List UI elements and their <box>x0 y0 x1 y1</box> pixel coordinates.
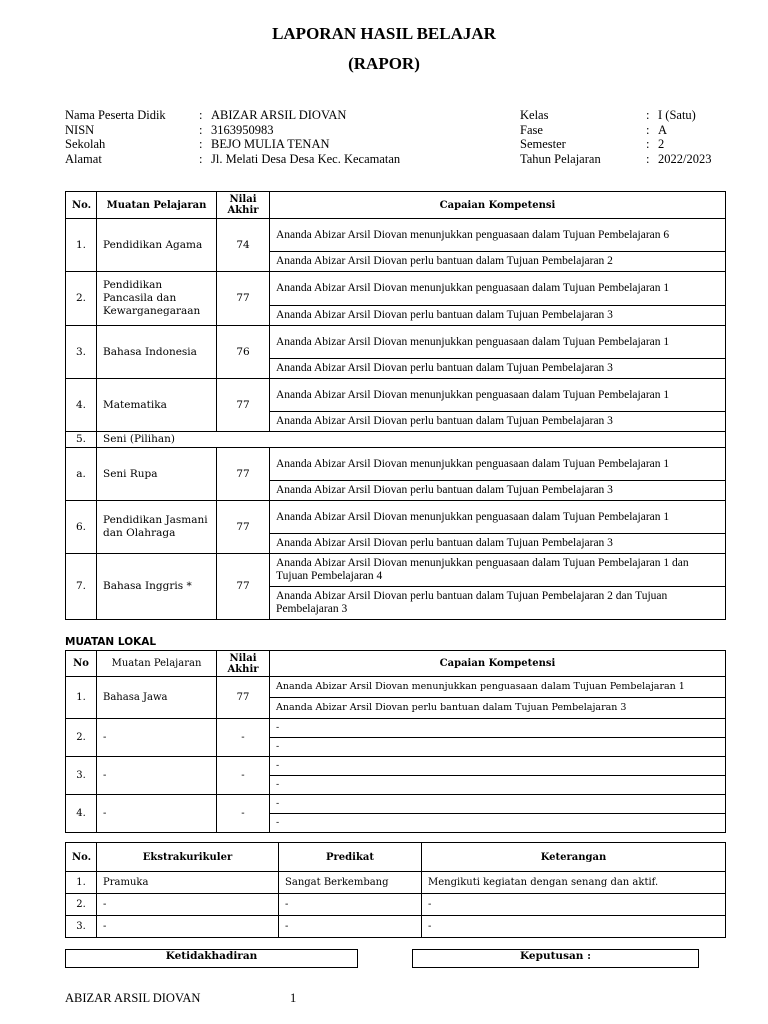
info-value: BEJO MULIA TENAN <box>211 137 330 151</box>
col-header-no: No. <box>66 843 97 872</box>
competency-needs-help: Ananda Abizar Arsil Diovan perlu bantuan dalam Tujuan Pembelajaran 3 <box>270 412 726 432</box>
row-score: 77 <box>217 272 270 326</box>
row-score: 77 <box>217 501 270 554</box>
col-header-activity: Ekstrakurikuler <box>97 843 279 872</box>
row-subject: Bahasa Inggris * <box>97 554 217 620</box>
info-label: Fase <box>520 122 543 137</box>
competency-needs-help: - <box>270 776 726 795</box>
info-value: I (Satu) <box>658 108 696 122</box>
info-label: Semester <box>520 137 566 151</box>
footer-page-number: 1 <box>290 991 297 1005</box>
col-header-note: Keterangan <box>422 843 726 872</box>
competency-mastery: Ananda Abizar Arsil Diovan menunjukkan penguasaan dalam Tujuan Pembelajaran 1 dan Tujuan Pembelajaran 4 <box>270 554 726 587</box>
row-score: - <box>217 719 270 757</box>
activity-note: - <box>422 916 726 938</box>
competency-needs-help: Ananda Abizar Arsil Diovan perlu bantuan dalam Tujuan Pembelajaran 3 <box>270 306 726 326</box>
decision-box: Keputusan : <box>412 949 699 968</box>
row-score: 77 <box>217 677 270 719</box>
row-no: 2. <box>66 719 97 757</box>
info-label: Kelas <box>520 108 549 122</box>
row-subject: Matematika <box>97 379 217 432</box>
row-score: 74 <box>217 219 270 272</box>
row-no: 6. <box>66 501 97 554</box>
col-header-no: No. <box>66 192 97 219</box>
row-no: 4. <box>66 379 97 432</box>
info-label: Sekolah <box>65 137 106 151</box>
row-subject: Bahasa Jawa <box>97 677 217 719</box>
col-header-score: Nilai Akhir <box>217 651 270 677</box>
info-value: 3163950983 <box>211 122 274 137</box>
row-no: 3. <box>66 326 97 379</box>
activity-predicate: - <box>279 916 422 938</box>
grades-table <box>65 191 726 620</box>
competency-mastery: - <box>270 757 726 776</box>
info-value: ABIZAR ARSIL DIOVAN <box>211 108 347 122</box>
row-subject: Seni Rupa <box>97 448 217 501</box>
col-header-predicate: Predikat <box>279 843 422 872</box>
row-no: 3. <box>66 757 97 795</box>
extracurricular-table <box>65 842 726 938</box>
row-subject: Pendidikan Pancasila dan Kewarganegaraan <box>97 272 217 326</box>
footer-student-name: ABIZAR ARSIL DIOVAN <box>65 991 201 1005</box>
info-label: Alamat <box>65 151 102 166</box>
info-value: 2022/2023 <box>658 151 712 166</box>
row-score: 76 <box>217 326 270 379</box>
row-subject: Pendidikan Agama <box>97 219 217 272</box>
competency-mastery: Ananda Abizar Arsil Diovan menunjukkan penguasaan dalam Tujuan Pembelajaran 1 <box>270 448 726 481</box>
group-no: 5. <box>66 432 97 448</box>
competency-needs-help: - <box>270 814 726 833</box>
row-no: a. <box>66 448 97 501</box>
report-subtitle: (RAPOR) <box>348 54 420 73</box>
row-score: 77 <box>217 448 270 501</box>
competency-mastery: Ananda Abizar Arsil Diovan menunjukkan penguasaan dalam Tujuan Pembelajaran 1 <box>270 272 726 306</box>
competency-needs-help: Ananda Abizar Arsil Diovan perlu bantuan dalam Tujuan Pembelajaran 3 <box>270 481 726 501</box>
row-score: 77 <box>217 379 270 432</box>
info-value: A <box>658 122 668 137</box>
competency-mastery: Ananda Abizar Arsil Diovan menunjukkan penguasaan dalam Tujuan Pembelajaran 1 <box>270 501 726 534</box>
report-title: LAPORAN HASIL BELAJAR <box>272 24 496 43</box>
competency-mastery: Ananda Abizar Arsil Diovan menunjukkan penguasaan dalam Tujuan Pembelajaran 1 <box>270 677 726 698</box>
competency-needs-help: Ananda Abizar Arsil Diovan perlu bantuan dalam Tujuan Pembelajaran 2 <box>270 252 726 272</box>
competency-mastery: Ananda Abizar Arsil Diovan menunjukkan penguasaan dalam Tujuan Pembelajaran 1 <box>270 379 726 412</box>
row-score: - <box>217 757 270 795</box>
row-no: 4. <box>66 795 97 833</box>
row-subject: - <box>97 719 217 757</box>
activity-name: - <box>97 916 279 938</box>
row-score: - <box>217 795 270 833</box>
attendance-box: Ketidakhadiran <box>65 949 358 968</box>
info-label: Nama Peserta Didik <box>65 108 166 122</box>
col-header-subject: Muatan Pelajaran <box>97 192 217 219</box>
col-header-no: No <box>66 651 97 677</box>
activity-predicate: - <box>279 894 422 916</box>
row-no: 2. <box>66 272 97 326</box>
row-no: 7. <box>66 554 97 620</box>
col-header-competency: Capaian Kompetensi <box>270 192 726 219</box>
col-header-subject: Muatan Pelajaran <box>97 651 217 677</box>
row-no: 1. <box>66 219 97 272</box>
competency-needs-help: Ananda Abizar Arsil Diovan perlu bantuan dalam Tujuan Pembelajaran 2 dan Tujuan Pembelajaran 3 <box>270 587 726 620</box>
competency-mastery: Ananda Abizar Arsil Diovan menunjukkan penguasaan dalam Tujuan Pembelajaran 1 <box>270 326 726 359</box>
row-no: 1. <box>66 677 97 719</box>
activity-predicate: Sangat Berkembang <box>279 872 422 894</box>
activity-note: - <box>422 894 726 916</box>
competency-mastery: - <box>270 719 726 738</box>
student-info-left: Nama Peserta Didik : ABIZAR ARSIL DIOVAN NISN : 3163950983 Sekolah : BEJO MULIA TENAN Alamat : Jl. Melati Desa Desa Kec. Kecamatan <box>65 108 401 166</box>
info-label: NISN <box>65 122 95 137</box>
row-no: 3. <box>66 916 97 938</box>
competency-needs-help: Ananda Abizar Arsil Diovan perlu bantuan dalam Tujuan Pembelajaran 3 <box>270 359 726 379</box>
competency-mastery: - <box>270 795 726 814</box>
local-content-table <box>65 650 726 833</box>
row-subject: - <box>97 757 217 795</box>
info-label: Tahun Pelajaran <box>520 151 601 166</box>
row-subject: Pendidikan Jasmani dan Olahraga <box>97 501 217 554</box>
info-value: Jl. Melati Desa Desa Kec. Kecamatan <box>211 151 401 166</box>
row-score: 77 <box>217 554 270 620</box>
competency-needs-help: - <box>270 738 726 757</box>
col-header-score: Nilai Akhir <box>217 192 270 219</box>
activity-name: - <box>97 894 279 916</box>
row-subject: - <box>97 795 217 833</box>
info-value: 2 <box>658 137 665 151</box>
competency-needs-help: Ananda Abizar Arsil Diovan perlu bantuan dalam Tujuan Pembelajaran 3 <box>270 698 726 719</box>
local-section-title: MUATAN LOKAL <box>65 636 157 648</box>
competency-mastery: Ananda Abizar Arsil Diovan menunjukkan penguasaan dalam Tujuan Pembelajaran 6 <box>270 219 726 252</box>
activity-name: Pramuka <box>97 872 279 894</box>
group-label: Seni (Pilihan) <box>97 432 726 448</box>
row-subject: Bahasa Indonesia <box>97 326 217 379</box>
competency-needs-help: Ananda Abizar Arsil Diovan perlu bantuan dalam Tujuan Pembelajaran 3 <box>270 534 726 554</box>
student-info-right: Kelas : I (Satu) Fase : A Semester : 2 Tahun Pelajaran : 2022/2023 <box>520 108 712 166</box>
col-header-competency: Capaian Kompetensi <box>270 651 726 677</box>
row-no: 1. <box>66 872 97 894</box>
row-no: 2. <box>66 894 97 916</box>
activity-note: Mengikuti kegiatan dengan senang dan aktif. <box>422 872 726 894</box>
